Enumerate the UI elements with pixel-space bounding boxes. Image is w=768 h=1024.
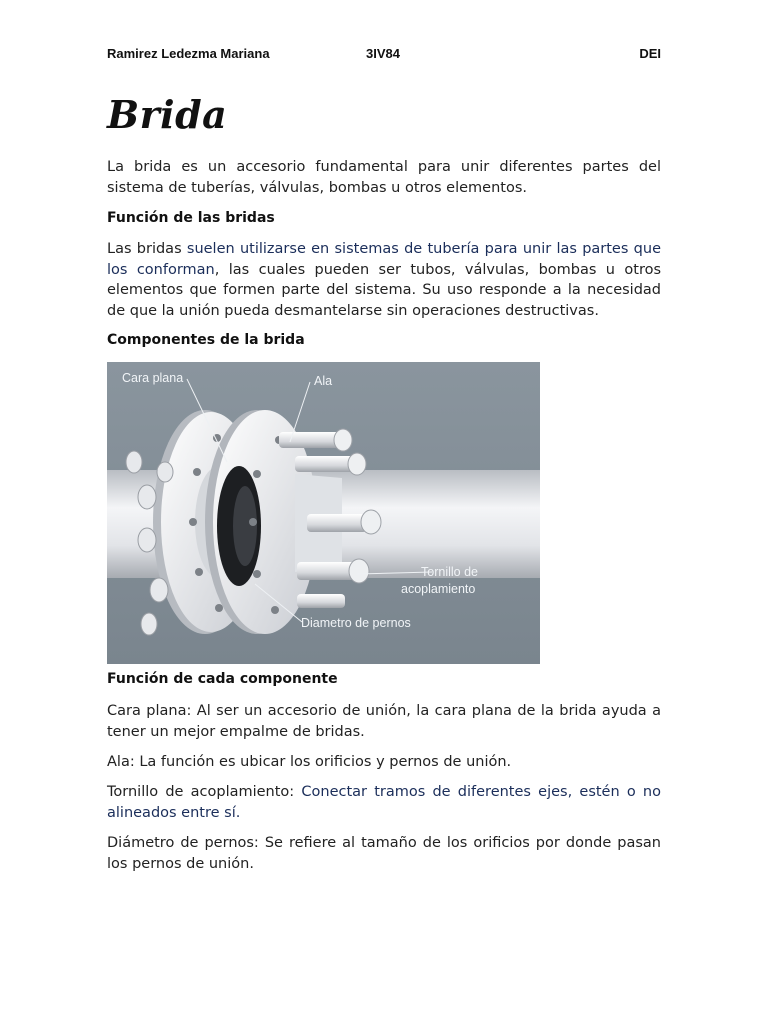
flange-figure [107,362,540,664]
label-wing: Ala [314,374,333,388]
item-coupling-bolt-highlight: Conectar tramos de diferentes ejes, estén o no alineados entre sí. [107,784,661,821]
label-diameter: Diametro de pernos [301,616,411,630]
item-wing: Ala: La función es ubicar los orificios y pernos de unión. [107,754,512,770]
intro-paragraph: La brida es un accesorio fundamental para unir diferentes partes del sistema de tuberías, válvulas, bombas u otros elementos. [107,159,661,196]
label-bolt-line1: Tornillo de [421,565,478,579]
function-paragraph [107,239,661,322]
author-name: Ramirez Ledezma Mariana [107,46,270,61]
heading-each-component: Función de cada componente [107,671,338,687]
function-text-highlight: suelen utilizarse en sistemas de tubería para unir las partes que los conforman [107,241,661,278]
flange-illustration [107,362,540,664]
group-code: 3IV84 [366,46,400,61]
item-coupling-bolt-start: Tornillo de acoplamiento: [107,784,302,800]
item-flat-face: Cara plana: Al ser un accesorio de unión, la cara plana de la brida ayuda a tener un mejor empalme de bridas. [107,703,661,740]
heading-components: Componentes de la brida [107,332,305,348]
department: DEI [639,46,661,61]
label-bolt-line2: acoplamiento [401,582,476,596]
function-text-end: , las cuales pueden ser tubos, válvulas, bombas u otros elementos que formen parte del sistema. Su uso responde a la necesidad de que la unión pueda desmantelarse sin operaciones destructivas. [107,261,662,320]
function-text-start: Las bridas [107,241,182,257]
page-header [107,46,661,64]
label-flat-face: Cara plana [122,371,184,385]
item-coupling-bolt [107,782,661,823]
heading-function: Función de las bridas [107,210,275,226]
item-bolt-diameter: Diámetro de pernos: Se refiere al tamaño de los orificios por donde pasan los pernos de unión. [107,835,661,872]
page-title: Brida [107,92,228,137]
